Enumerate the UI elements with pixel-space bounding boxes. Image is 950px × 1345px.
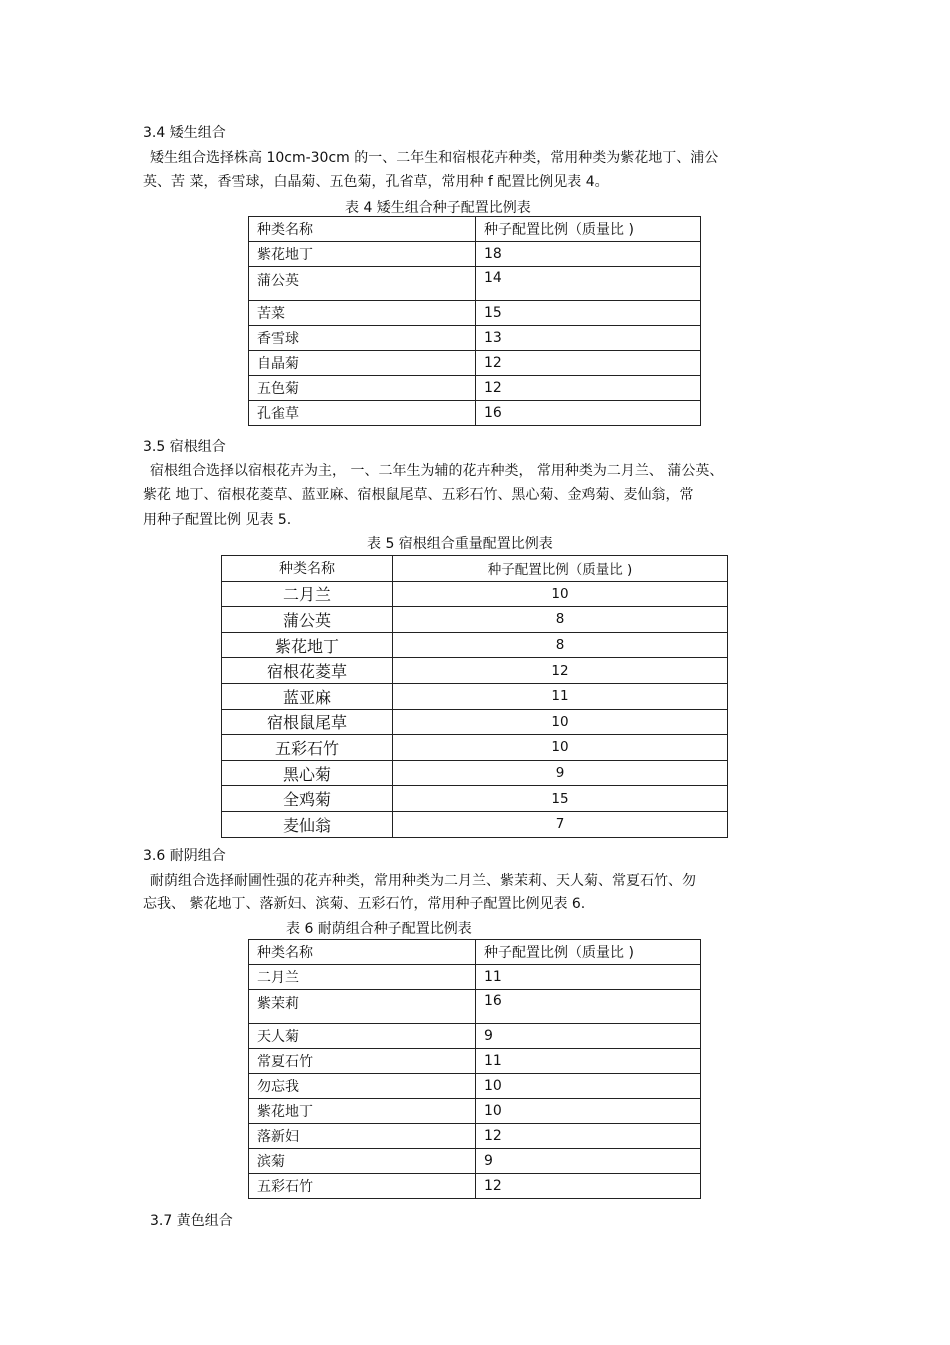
table-row: [222, 581, 728, 607]
table-row: [222, 683, 728, 709]
table-header-row: [249, 217, 701, 242]
table-4-caption: 表 4 矮生组合种子配置比例表: [345, 200, 531, 216]
table-row: [222, 632, 728, 658]
header-cell-name: 种类名称: [249, 217, 476, 242]
ratio-cell: 13: [476, 326, 701, 351]
table-row: [222, 811, 728, 837]
ratio-cell: 7: [393, 811, 728, 837]
species-cell: 五彩石竹: [249, 1174, 476, 1199]
ratio-cell: 9: [476, 1149, 701, 1174]
species-cell: 全鸡菊: [222, 786, 393, 812]
species-cell: 香雪球: [249, 326, 476, 351]
table-5-caption: 表 5 宿根组合重量配置比例表: [367, 536, 553, 552]
ratio-cell: 11: [476, 965, 701, 990]
section-3-4-text-line-2: 英、苦 菜，香雪球，白晶菊、五色菊，孔省草，常用种 f 配置比例见表 4。: [143, 174, 609, 190]
table-row: [222, 760, 728, 786]
species-cell: 紫花地丁: [249, 242, 476, 267]
species-cell: 五彩石竹: [222, 735, 393, 761]
table-5: [221, 555, 728, 838]
table-6: [248, 939, 701, 1199]
ratio-cell: 12: [476, 376, 701, 401]
species-cell: 宿根花菱草: [222, 658, 393, 684]
header-cell-ratio: 种子配置比例（质量比 ): [476, 940, 701, 965]
table-row: [249, 1174, 701, 1199]
species-cell: 勿忘我: [249, 1074, 476, 1099]
ratio-cell: 10: [476, 1074, 701, 1099]
species-cell: 天人菊: [249, 1024, 476, 1049]
species-cell: 麦仙翁: [222, 811, 393, 837]
species-cell: 二月兰: [249, 965, 476, 990]
ratio-cell: 16: [476, 401, 701, 426]
table-header-row: [222, 556, 728, 582]
ratio-cell: 11: [476, 1049, 701, 1074]
ratio-cell: 8: [393, 607, 728, 633]
species-cell: 常夏石竹: [249, 1049, 476, 1074]
species-cell: 自晶菊: [249, 351, 476, 376]
ratio-cell: 18: [476, 242, 701, 267]
species-cell: 五色菊: [249, 376, 476, 401]
section-3-5-heading: 3.5 宿根组合: [143, 439, 226, 455]
table-row: [249, 1149, 701, 1174]
ratio-cell: 10: [476, 1099, 701, 1124]
ratio-cell: 9: [393, 760, 728, 786]
species-cell: 孔雀草: [249, 401, 476, 426]
ratio-cell: 15: [393, 786, 728, 812]
ratio-cell: 16: [476, 990, 701, 1024]
table-row: [249, 242, 701, 267]
header-cell-ratio: 种子配置比例（质量比 ): [393, 556, 728, 582]
table-row: [249, 1074, 701, 1099]
ratio-cell: 8: [393, 632, 728, 658]
ratio-cell: 15: [476, 301, 701, 326]
section-3-6-heading: 3.6 耐阴组合: [143, 848, 226, 864]
table-row: [249, 1049, 701, 1074]
ratio-cell: 10: [393, 709, 728, 735]
section-3-4-heading: 3.4 矮生组合: [143, 125, 226, 141]
ratio-cell: 12: [476, 351, 701, 376]
species-cell: 黑心菊: [222, 760, 393, 786]
species-cell: 苦菜: [249, 301, 476, 326]
species-cell: 宿根鼠尾草: [222, 709, 393, 735]
table-6-caption: 表 6 耐荫组合种子配置比例表: [286, 921, 472, 937]
species-cell: 二月兰: [222, 581, 393, 607]
ratio-cell: 11: [393, 683, 728, 709]
table-row: [222, 786, 728, 812]
species-cell: 蒲公英: [249, 267, 476, 301]
ratio-cell: 12: [476, 1124, 701, 1149]
table-row: [222, 607, 728, 633]
species-cell: 滨菊: [249, 1149, 476, 1174]
section-3-5-text-line-1: 宿根组合选择以宿根花卉为主， 一、二年生为辅的花卉种类， 常用种类为二月兰、 蒲公英、: [150, 463, 724, 479]
table-header-row: [249, 940, 701, 965]
table-row: [249, 1024, 701, 1049]
table-row: [249, 965, 701, 990]
ratio-cell: 14: [476, 267, 701, 301]
table-row: [222, 735, 728, 761]
species-cell: 蓝亚麻: [222, 683, 393, 709]
ratio-cell: 12: [476, 1174, 701, 1199]
header-cell-name: 种类名称: [249, 940, 476, 965]
table-row: [249, 1124, 701, 1149]
ratio-cell: 10: [393, 735, 728, 761]
table-row: [249, 1099, 701, 1124]
section-3-4-text-line-1: 矮生组合选择株高 10cm-30cm 的一、二年生和宿根花卉种类，常用种类为紫花地丁、浦公: [150, 150, 719, 166]
section-3-7-heading: 3.7 黄色组合: [150, 1213, 233, 1229]
ratio-cell: 9: [476, 1024, 701, 1049]
table-row: [249, 326, 701, 351]
table-row: [249, 267, 701, 301]
ratio-cell: 12: [393, 658, 728, 684]
species-cell: 落新妇: [249, 1124, 476, 1149]
table-row: [249, 401, 701, 426]
ratio-cell: 10: [393, 581, 728, 607]
section-3-6-text-line-2: 忘我、 紫花地丁、落新妇、滨菊、五彩石竹，常用种子配置比例见表 6.: [143, 896, 586, 912]
table-row: [249, 301, 701, 326]
section-3-6-text-line-1: 耐荫组合选择耐圃性强的花卉种类，常用种类为二月兰、紫茉莉、天人菊、常夏石竹、勿: [150, 873, 696, 889]
table-4: [248, 216, 701, 426]
header-cell-ratio: 种子配置比例（质量比 ): [476, 217, 701, 242]
section-3-5-text-line-3: 用种子配置比例 见表 5.: [143, 512, 292, 528]
section-3-5-text-line-2: 紫花 地丁、宿根花菱草、蓝亚麻、宿根鼠尾草、五彩石竹、黑心菊、金鸡菊、麦仙翁，常: [143, 487, 694, 503]
table-row: [249, 351, 701, 376]
species-cell: 紫茉莉: [249, 990, 476, 1024]
species-cell: 紫花地丁: [222, 632, 393, 658]
species-cell: 蒲公英: [222, 607, 393, 633]
table-row: [222, 709, 728, 735]
table-row: [249, 376, 701, 401]
species-cell: 紫花地丁: [249, 1099, 476, 1124]
table-row: [222, 658, 728, 684]
header-cell-name: 种类名称: [222, 556, 393, 582]
table-row: [249, 990, 701, 1024]
